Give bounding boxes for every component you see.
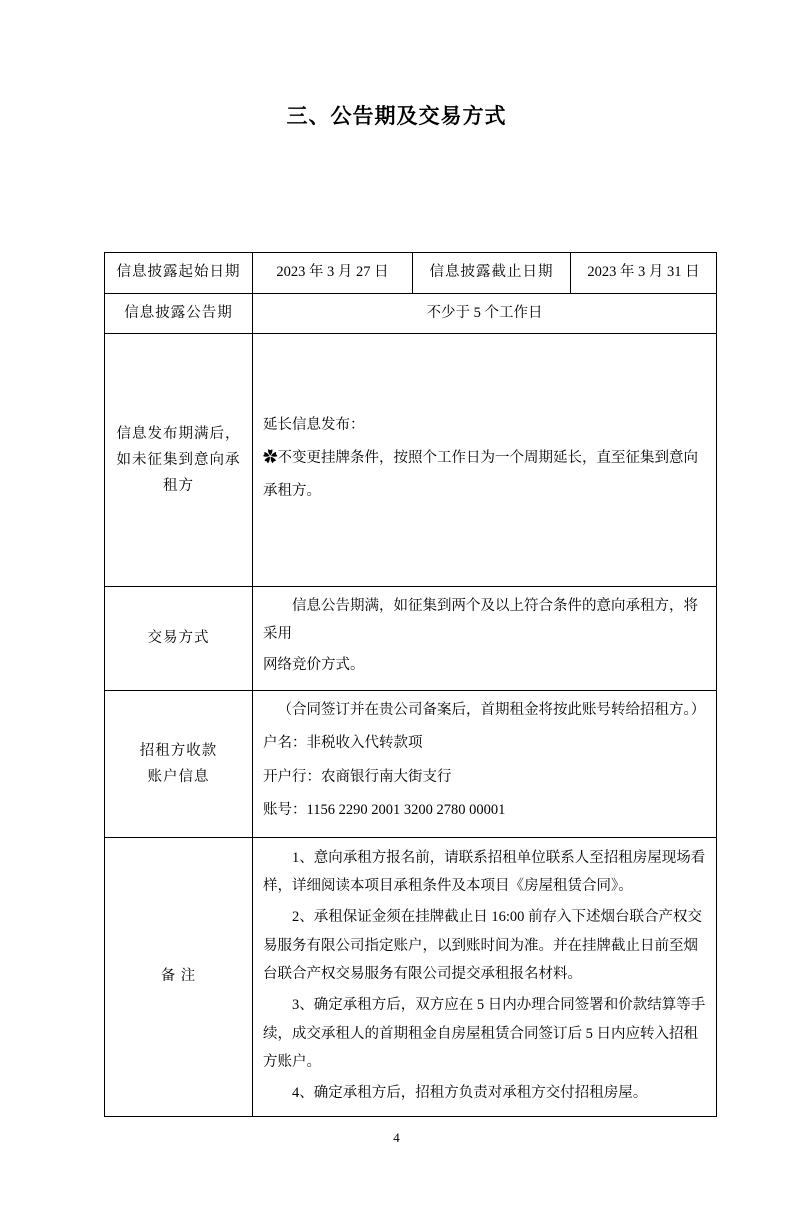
label-disclosure-start-date: 信息披露起始日期 (105, 253, 253, 294)
account-name: 户名：非税收入代转款项 (263, 735, 423, 752)
remark-item: 2、承租保证金须在挂牌截止日 16:00 前存入下述烟台联合产权交易服务有限公司指定账户，以到账时间为准。并在挂牌截止日前至烟台联合产权交易服务有限公司提交承租报名材料。 (263, 909, 703, 982)
transaction-line-1: 信息公告期满，如征集到两个及以上符合条件的意向承租方，将采用 (263, 598, 698, 642)
document-page (0, 100, 793, 1222)
value-disclosure-start-date: 2023 年 3 月 27 日 (253, 253, 413, 294)
value-remarks (253, 837, 717, 1116)
announcement-table (104, 252, 717, 1117)
extend-line-2: ✿不变更挂牌条件，按照个工作日为一个周期延长，直至征集到意向 (263, 449, 698, 466)
label-line-2: 账户信息 (147, 768, 210, 785)
table-row (105, 334, 717, 587)
page-title: 三、公告期及交易方式 (286, 105, 507, 128)
remark-item: 1、意向承租方报名前，请联系招租单位联系人至招租房屋现场看样，详细阅读本项目承租条件及本项目《房屋租赁合同》。 (263, 849, 706, 895)
value-account-info (253, 690, 717, 837)
table-row (105, 587, 717, 691)
label-announcement-period: 信息披露公告期 (105, 293, 253, 334)
label-line-1: 招租方收款 (139, 742, 218, 759)
account-number: 账号：1156 2290 2001 3200 2780 00001 (263, 802, 506, 819)
account-bank: 开户行：农商银行南大街支行 (263, 768, 452, 785)
value-transaction-method (253, 587, 717, 691)
value-disclosure-end-date: 2023 年 3 月 31 日 (571, 253, 717, 294)
announcement-table-wrapper (104, 252, 716, 1117)
label-remarks: 备 注 (105, 837, 253, 1116)
label-line-1: 信息发布期满后， (116, 425, 241, 442)
account-note: （合同签订并在贵公司备案后，首期租金将按此账号转给招租方。） (277, 701, 706, 718)
label-line-2: 如未征集到意向承 (116, 452, 241, 469)
label-line-3: 租方 (163, 478, 194, 495)
transaction-line-2: 网络竞价方式。 (263, 657, 365, 674)
label-transaction-method: 交易方式 (105, 587, 253, 691)
remark-item: 4、确定承租方后，招租方负责对承租方交付招租房屋。 (292, 1085, 648, 1102)
label-disclosure-end-date: 信息披露截止日期 (413, 253, 571, 294)
table-row (105, 690, 717, 837)
value-no-tenant-collected (253, 334, 717, 587)
value-announcement-period: 不少于 5 个工作日 (253, 293, 717, 334)
extend-line-1: 延长信息发布： (263, 416, 365, 433)
table-row (105, 837, 717, 1116)
label-account-info (105, 690, 253, 837)
table-row (105, 293, 717, 334)
remark-item: 3、确定承租方后，双方应在 5 日内办理合同签署和价款结算等手续，成交承租人的首期租金自房屋租赁合同签订后 5 日内应转入招租方账户。 (263, 997, 706, 1070)
table-row (105, 253, 717, 294)
label-no-tenant-collected (105, 334, 253, 587)
extend-line-3: 承租方。 (263, 482, 321, 499)
page-number: 4 (393, 1130, 400, 1145)
